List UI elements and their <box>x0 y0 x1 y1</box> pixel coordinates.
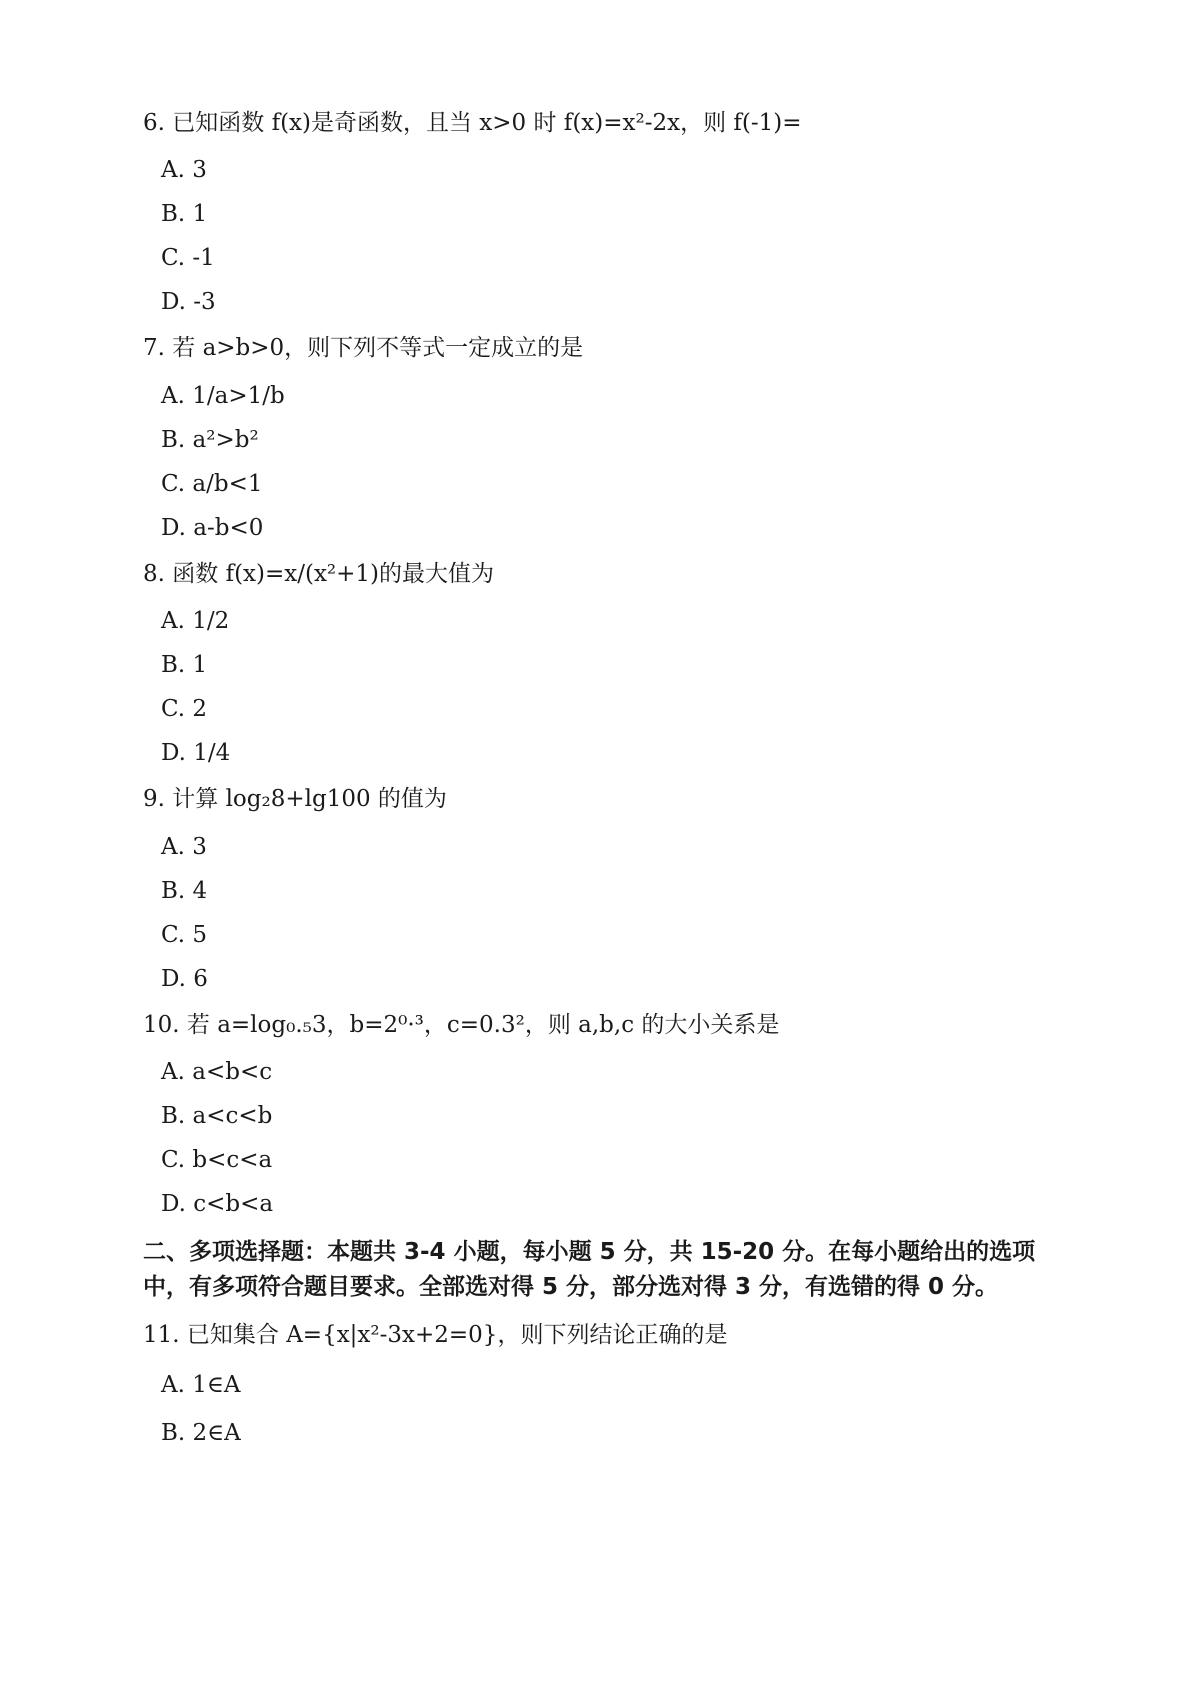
question-10-option-d: D. c<b<a <box>161 1191 274 1217</box>
question-9-option-b: B. 4 <box>161 878 208 904</box>
section-2-heading-line-1: 二、多项选择题：本题共 3-4 小题，每小题 5 分，共 15-20 分。在每小题给出的选项 <box>143 1239 1036 1265</box>
question-7-option-a: A. 1/a>1/b <box>161 383 285 409</box>
question-8-option-d: D. 1/4 <box>161 740 231 766</box>
question-9-option-c: C. 5 <box>161 922 208 948</box>
section-2-heading-line-2: 中，有多项符合题目要求。全部选对得 5 分，部分选对得 3 分，有选错的得 0 分。 <box>143 1274 999 1300</box>
question-8-option-a: A. 1/2 <box>161 608 230 634</box>
question-7-option-c: C. a/b<1 <box>161 471 263 497</box>
question-10-stem: 10. 若 a=log₀.₅3，b=2⁰·³，c=0.3²，则 a,b,c 的大小关系是 <box>143 1012 780 1038</box>
question-11-option-b: B. 2∈A <box>161 1420 241 1446</box>
question-8-option-b: B. 1 <box>161 652 208 678</box>
question-9-option-d: D. 6 <box>161 966 208 992</box>
question-6-option-b: B. 1 <box>161 201 208 227</box>
question-6-option-d: D. -3 <box>161 289 216 315</box>
question-10-option-b: B. a<c<b <box>161 1103 273 1129</box>
question-8-option-c: C. 2 <box>161 696 208 722</box>
question-11-stem: 11. 已知集合 A={x|x²-3x+2=0}，则下列结论正确的是 <box>143 1322 728 1348</box>
question-10-option-a: A. a<b<c <box>161 1059 273 1085</box>
question-11-option-a: A. 1∈A <box>161 1372 241 1398</box>
question-9-option-a: A. 3 <box>161 834 207 860</box>
question-7-option-d: D. a-b<0 <box>161 515 264 541</box>
question-7-option-b: B. a²>b² <box>161 427 259 453</box>
question-8-stem: 8. 函数 f(x)=x/(x²+1)的最大值为 <box>143 561 495 587</box>
question-9-stem: 9. 计算 log₂8+lg100 的值为 <box>143 786 447 812</box>
question-6-stem: 6. 已知函数 f(x)是奇函数，且当 x>0 时 f(x)=x²-2x，则 f(-1)= <box>143 110 802 136</box>
question-7-stem: 7. 若 a>b>0，则下列不等式一定成立的是 <box>143 335 584 361</box>
question-10-option-c: C. b<c<a <box>161 1147 273 1173</box>
question-6-option-c: C. -1 <box>161 245 215 271</box>
question-6-option-a: A. 3 <box>161 157 207 183</box>
